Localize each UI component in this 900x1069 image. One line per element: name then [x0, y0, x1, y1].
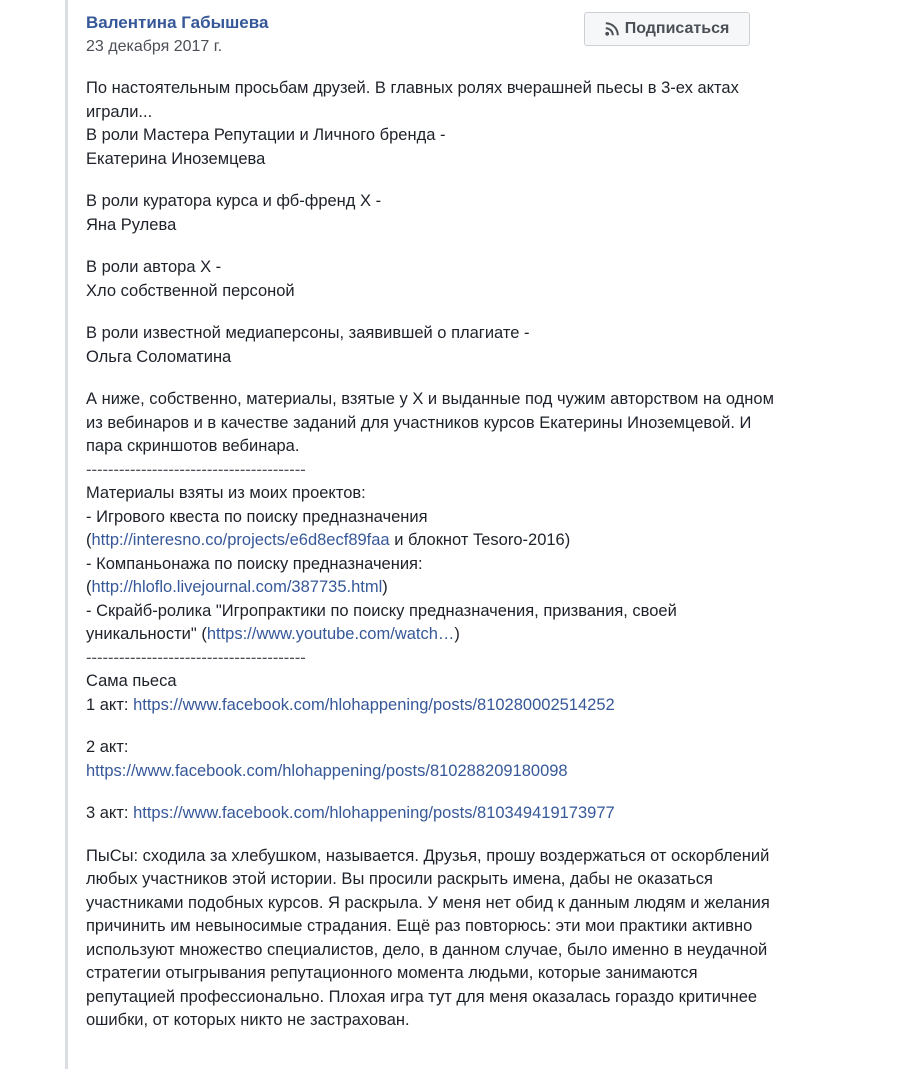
post-timestamp[interactable]: 23 декабря 2017 г. [86, 38, 223, 55]
post-author-link[interactable]: Валентина Габышева [86, 13, 269, 32]
quote-border [65, 0, 68, 1069]
role-paragraph [86, 256, 786, 303]
materials-heading: Материалы взяты из моих проектов: [86, 484, 366, 502]
livejournal-link[interactable]: http://hloflo.livejournal.com/387735.html [91, 578, 383, 596]
materials-paragraph: А ниже, собственно, материалы, взятые у Х и выданные под чужим авторством на одном из вебинаров и в качестве заданий для участников курсов Екатерины Иноземцевой. И пара скриншотов вебинара. ---------------------------------------- Материалы взяты из моих проектов: - Игрового квеста по поиску предназначения (http://interesno.co/projects/e6d8ecf89faa и блокнот Tesoro-2016) - Компаньонажа по поиску предназначения: (http://hloflo.livejournal.com/387735.html) - Скрайб-ролика "Игропрактики по поиску предназначения, призвания, своей уникальности" (https://www.youtube.com/watch…) ---------------------------------------- Сама пьеса 1 акт: https://www.facebook.com/hlohappening/posts/810280002514252 [86, 388, 786, 717]
act1-link[interactable]: https://www.facebook.com/hlohappening/posts/810280002514252 [133, 695, 615, 714]
act-paragraph [86, 802, 786, 826]
role-paragraph [86, 322, 786, 369]
act-label: 1 акт: [86, 695, 134, 714]
follow-button-label: Подписаться [624, 20, 730, 37]
role-person: Хло собственной персоной [86, 281, 295, 300]
role-line: В роли куратора курса и фб-френд Х - [86, 192, 382, 210]
intro-line: По настоятельным просьбам друзей. В главных ролях вчерашней пьесы в 3-ех актах играли... [86, 79, 739, 121]
separator: ---------------------------------------- [86, 460, 306, 479]
act-label: 2 акт: [86, 738, 129, 756]
youtube-link[interactable]: https://www.youtube.com/watch… [206, 625, 455, 643]
role-line: В роли известной медиаперсоны, заявившей о плагиате - [86, 324, 530, 342]
role-person: Екатерина Иноземцева [86, 149, 266, 168]
materials-item: - Игрового квеста по поиску предназначения [86, 507, 428, 526]
role-line: В роли автора Х - [86, 258, 222, 276]
role-paragraph [86, 190, 786, 237]
act-label: 3 акт: [86, 804, 134, 822]
ps-paragraph: ПыСы: сходила за хлебушком, называется. Друзья, прошу воздержаться от оскорблений любых участников этой истории. Вы просили раскрыть имена, дабы не оказаться участниками подобных курсов. Я раскрыла. У меня нет обид к данным людям и желания причинить им невыносимые страдания. Ещё раз повторюсь: эти мои практики активно используют множество специалистов, дело, в данном случае, было именно в неудачной стратегии отыгрывания репутационного момента людьми, которые занимаются репутацией профессионально. Плохая игра тут для меня оказалась гораздо критичнее ошибки, от которых никто не застрахован. [86, 846, 770, 1029]
materials-intro: А ниже, собственно, материалы, взятые у Х и выданные под чужим авторством на одном из вебинаров и в качестве заданий для участников курсов Екатерины Иноземцевой. И пара скриншотов вебинара. [86, 390, 774, 455]
materials-item: - Компаньонажа по поиску предназначения: [86, 554, 423, 573]
separator: ---------------------------------------- [86, 648, 306, 667]
act3-link[interactable]: https://www.facebook.com/hlohappening/posts/810349419173977 [133, 804, 615, 822]
rss-icon [605, 22, 619, 36]
interesno-link[interactable]: http://interesno.co/projects/e6d8ecf89faa [91, 531, 390, 549]
intro-paragraph [86, 77, 786, 171]
role-person: Яна Рулева [86, 215, 177, 234]
materials-item: - Скрайб-ролика "Игропрактики по поиску предназначения, призвания, своей уникальности" ( [86, 601, 677, 643]
follow-button[interactable] [584, 12, 750, 46]
play-heading: Сама пьеса [86, 672, 177, 690]
role-person: Ольга Соломатина [86, 347, 232, 366]
act2-link[interactable]: https://www.facebook.com/hlohappening/posts/810288209180098 [86, 761, 568, 780]
post-body [86, 77, 786, 1052]
role-line: В роли Мастера Репутации и Личного бренда - [86, 126, 446, 144]
act-paragraph [86, 736, 786, 783]
materials-item-suffix: и блокнот Tesoro-2016) [389, 531, 571, 549]
